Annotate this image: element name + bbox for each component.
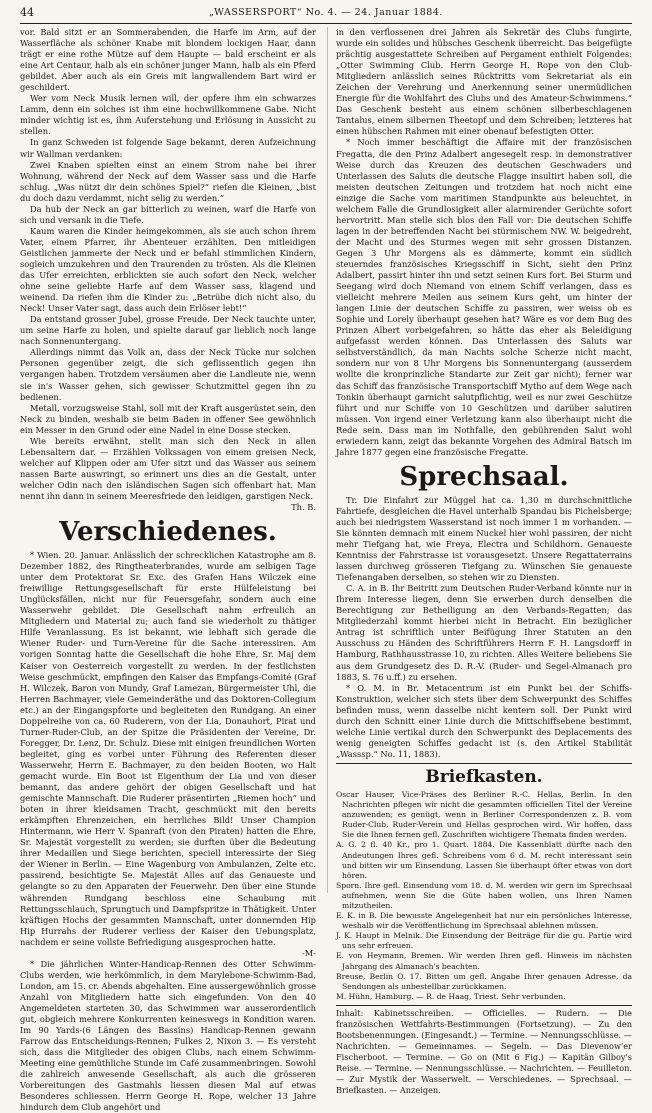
news-item: * Noch immer beschäftigt die Affaire mit der französischen Fregatta, die den Prinz Adalbert angesegelt resp. in demonstrativer Weise durch das Kreuzen des deutschen Geschwaders und Unterlassen des Saluts die deutsche Flagge insultirt haben soll, die meisten deutschen Zeitungen und trotzdem hat noch nicht eine einzige die Sache vom maritimen Standpunkte aus beleuchtet, in welchem Falle die Grundlosigkeit aller alarmirender Gerüchte sofort hervortritt. Man stelle sich blos den Fall vor: Die deutschen Schiffe lagen in der betreffenden Nacht bei stürmischem NW. W. beigedreht, der Macht und des Sturmes wegen mit sehr grossen Distanzen. Gegen 3 Uhr Morgens als es dämmerte, kommt ein südlich steuerndes französisches Kriegsschiff in Sicht, sieht den Prinz Adalbert, passirt hinter ihn und setzt seinen Kurs fort. Bei Sturm und Seegang wird doch Niemand von einem Schiff verlangen, dass es vielleicht mehrere Meilen aus seinem Kurs geht, um hinter der langen Linie der deutschen Schiffe zu passiren, wer weiss ob es Sophie und Lorely überhaupt gesehen hat? Wäre es vor dem Bug des Prinzen Albert vorbeigefahren, so hätte das eher als Beleidigung aufgefasst werden können. Das Unterlassen des Saluts war selbstverständlich, da man Nachts solche Scherze nicht macht, sondern nur von 8 Uhr Morgens bis Sonnenuntergang (ausserdem wollte die kronprinzliche Standarte zur Zeit gar nicht); ferner war das Schiff das französische Transportschiff Mytho auf dem Wege nach Tonkin überhaupt garnicht salutpflichtig, weil es nur zwei Geschütze führt und nur Schiffe von 10 Geschützen und darüber salutiren müssen. Von irgend einer Verletzung kann also überhaupt nicht die Rede sein. Dass man im Nothfalle, den gebührenden Salut wohl erwiedern kann, zeigt das bekannte Vorgehen des Admiral Batsch im Jahre 1877 gegen eine französische Fregatte.: [336, 137, 632, 457]
article-paragraph: vor. Bald sitzt er an Sommerabenden, die Harfe im Arm, auf der Wasserfläche als schöner Knabe mit blondem lockigen Haar, dann trägt er eine rothe Mütze auf dem Haupte — bald erscheint er als eine Art Centaur, halb als ein schöner junger Mann, halb als ein Pferd gebildet. Aber auch als ein Greis mit langwallendem Bart wird er geschildert.: [20, 27, 316, 93]
article-paragraph: Metall, vorzugsweise Stahl, soll mit der Kraft ausgerüstet sein, den Neck zu binden, weshalb sie beim Baden in offener See gewöhnlich ein Messer in den Grund oder eine Nadel in eine Dosse stecken.: [20, 402, 316, 435]
article-paragraph: Da hub der Neck an gar bitterlich zu weinen, warf die Harfe von sich und versank in die Tiefe.: [20, 203, 316, 225]
briefkasten-list: [336, 790, 632, 1002]
news-item: * Wien. 20. Januar. Anlässlich der schrecklichen Katastrophe am 8. Dezember 1882, des Ringtheaterbrandes, wurde am selbigen Tage unter dem Protektorat Sr. Exc. des Grafen Hans Wilczek eine freiwillige Rettungsgesellschaft für erste Hülfeleistung bei Unglücksfällen, nicht nur für Feuersgefahr, sondern auch eine Wasserwehr gebildet. Die Gesellschaft nahm erfreulich an Mitgliedern und Material zu; auch fand sie wiederholt zu thätiger Hilfe Veranlassung. Es ist bekannt, wie lebhaft sich gerade die Wiener Ruder- und Turn-Vereine für die Sache interessiren. Am vorigen Sonntag hatte die Gesellschaft die hohe Ehre, Sr. Maj dem Kaiser von Oesterreich vorgestellt zu werden. In der festlichsten Weise geschmückt, empfingen den Kaiser das Empfangs-Comité (Graf H. Wilczek, Baron von Mundy, Graf Lamezan, Bürgermeister Uhl, die Herren Bachmayer, viele Gemeinderäthe und das Doktoren-Collegium etc.) an der Eingangspforte und begleiteten den Rundgang. An einer Doppelreihe von ca. 60 Ruderern, von der Lia, Donauhort, Pirat und Turner-Ruder-Club, an der Spitze die Präsidenten der Vereine, Dr. Foregger, Dr. Lenz, Dr. Schulz. Diese mit einigen freundlichen Worten begleitet, ging es vorbei unter Führung des Referenten dieser Wasserwehr, Herrn E. Bachmayer, zu den beiden Booten, wo Halt gemacht wurde. Ein Boot ist Eigenthum der Lia und von dieser bemannt, das andere gehört der obigen Gesellschaft und hat gemischte Mannschaft. Die Ruderer präsentirten „Riemen hoch“ und boten in ihrer kleidsamen Tracht, geschmückt mit den bereits erkämpften Ehrenzeichen, ein herrliches Bild! Unser Champion Hintermann, wie Herr V. Spanraft (von den Piraten) hatten die Ehre, Sr. Majestät vorgestellt zu werden; sie durften über die Bedeutung ihrer Medaillen und Siege berichten, speciell interessirte der Sieg der Wiener in Berlin. — Eine Wagenburg von Ambulanzen, Zelte etc. passirend, besichtigte Se. Majestät Alles auf das Genaueste und gelangte so zu den Apparaten der Feuerwehr. Den über eine Stunde währenden Rundgang beschloss eine Schaubung mit Rettungsschlauch, Sprungtuch und Dampfspritze in Thätigkeit. Unter kräftigen Hochs der gesammten Mannschaft, unter donnernden Hip Hip Hurrahs der Ruderer verliess der Kaiser den Uebungsplatz, nachdem er seine vollste Befriedigung ausgesprochen hatte.: [20, 550, 316, 947]
page-header: [20, 5, 632, 21]
briefkasten-entry: Sporn. Ihre gefl. Einsendung vom 18. d. M. werden wir gern im Sprechsaal aufnehmen, wenn Sie die Güte haben wollen, uns Ihren Namen mitzutheilen.: [336, 880, 632, 910]
table-of-contents: [336, 1008, 632, 1096]
contents-text: Inhalt: Kabinetsschreiben. — Officielles. — Rudern. — Die französischen Wettfahrts-Bestimmungen (Fortsetzung). — Zu den Bootsbenennungen. (Eingesandt.) — Termine. — Nennungsschlüsse. — Nachrichten. — Gemeinnames. — Segeln. — Das Dievenow'er Fischerboot. — Termine. — Go on (Mit 6 Fig.) — Kapitän Gilboy's Reise. — Termine. — Nennungsschlüsse. — Nachrichten. — Feuilleton. — Zur Mystik der Wasserwelt. — Verschiedenes. — Sprechsaal. — Briefkasten. — Anzeigen.: [336, 1007, 632, 1095]
header-rule: [20, 23, 632, 24]
section-rule: [336, 763, 632, 764]
article-paragraph: Zwei Knaben spielten einst an einem Strom nahe bei ihrer Wohnung, während der Neck auf dem Wasser sass und die Harfe schlug. „Was nützt dir dein schönes Spiel?“ riefen die Kleinen, „bist du doch dazu verdammt, nicht selig zu werden.“: [20, 159, 316, 203]
left-column: [20, 27, 316, 1113]
briefkasten-entry: E. K. in B. Die bewusste Angelegenheit hat nur ein persönliches Interesse, weshalb wir die Veröffentlichung im Sprechsaal ablehnen müssen.: [336, 911, 632, 931]
article-paragraph: In ganz Schweden ist folgende Sage bekannt, deren Aufzeichnung wir Wallman verdanken:: [20, 137, 316, 159]
briefkasten-entry: M. Hühn, Hamburg. — R. de Haag, Triest. Sehr verbunden.: [336, 991, 566, 1001]
section-title-sprechsaal: Sprechsaal.: [399, 461, 569, 492]
briefkasten-entry: J. K. Haupt in Melnik. Die Einsendung der Beiträge für die gu. Partie wird uns sehr erfreuen.: [336, 931, 632, 951]
news-signature: -M-: [301, 947, 316, 958]
article-signature: Th. B.: [291, 502, 316, 513]
article-paragraph: Kaum waren die Kinder heimgekommen, als sie auch schon ihrem Vater, einem Pfarrer, ihr Abenteuer erzählten. Den mitleidigen Geistlichen jammerte der Neck und er befahl stimmlichen Kindern, sogleich umzukehren und den Traurenden zu trösten. Als die Kleinen das Ufer erreichten, erblickten sie auch sofort den Neck, welcher ohne seine geliebte Harfe auf dem Wasser sass, klagend und weinend. Da riefen ihm die Kinder zu: „Betrübe dich nicht also, du Neck! Unser Vater sagt, dass auch dein Erlöser lebt!“: [20, 225, 316, 314]
column-divider: [327, 27, 328, 893]
page-number: 44: [20, 6, 34, 19]
section-rule: [336, 1005, 632, 1006]
briefkasten-entry: E. von Heymann, Bremen. Wir werden Ihren gefl. Hinweis im nächsten Jahrgang des Almanach's beachten.: [336, 951, 632, 971]
article-paragraph: in den verflossenen drei Jahren als Sekretär des Clubs fungirte, wurde ein solides und hübsches Geschenk überreicht. Das beigefügte prächtig ausgestattete Schreiben auf Pergament enthielt Folgendes: „Otter Swimming Club. Herrn George H. Rope von den Club-Mitgliedern anlässlich seines Rücktritts vom Sekretariat als ein Zeichen der Verehrung und Anerkennung seiner unermüdlichen Energie für die Wohlfahrt des Clubs und des Amateur-Schwimmens.“ Das Geschenk besteht aus einem schönen silberbeschlagenen Tantalus, einem silbernen Theetopf und dem Schreiben; letzteres hat einen hübschen Rahmen mit einer obenauf befestigten Otter.: [336, 27, 632, 137]
right-column: [336, 27, 632, 1095]
sprechsaal-entry: Tr. Die Einfahrt zur Müggel hat ca. 1,30 m durchschnittliche Fahrtiefe, desgleichen die Havel unterhalb Spandau bis Pichelsberge; auch bei niedrigstem Wasserstand ist noch immer 1 m vorhanden. — Sie könnten demnach mit einem Nuckel hier wohl passiren, der nicht mehr Tiefgang hat, wie Freya, Electra und Schildhorn. Genaueste Kenntniss der Fahrstrasse ist vorausgesetzt. Unsere Regattaterrains lassen durchweg grösseren Tiefgang zu. Wünschen Sie genaueste Tiefenangaben derselben, so stehen wir zu Diensten.: [336, 494, 632, 583]
briefkasten-entry: Oscar Hauser, Vice-Präses des Berliner R.-C. Hellas, Berlin. In den Nachrichten pflegen wir nicht die gesammten officiellen Titel der Vereine anzuwenden; es genügt, wenn in Berliner Correspondenzen z. B. vom Ruder-Club, Ruder-Verein und Hellas gesprochen wird. Wir hoffen, dass Sie die Ihnen fernen gefl. Zuschriften wichtigere Themata finden werden.: [336, 789, 632, 840]
section-title-verschiedenes: Verschiedenes.: [59, 517, 277, 548]
article-paragraph: Wie bereits erwähnt, stellt man sich den Neck in allen Lebensaltern dar. — Erzählen Volkssagen von einem greisen Neck, welcher auf Klippen oder am Ufer sitzt und das Wasser aus seinem nassen Barte auswringt, so erinnert uns dies an die Gestalt, unter welcher Odin nach den isländischen Sagen sich offenbart hat. Man nennt ihn dann in seinem Meeresfriede den leidigen, garstigen Neck.: [20, 435, 316, 501]
briefkasten-entry: A. G. 2 fl. 40 Kr., pro 1. Quart. 1884. Die Kassenblatt dürfte nach den Andeutungen Ihres gefl. Schreibens vom 6 d. M. recht interessant sein und bitten wir um Einsendung. Lassen Sie überhaupt öfter etwas von dort hören.: [336, 840, 632, 880]
sprechsaal-entry: * O. M. in Br. Metacentrum ist ein Punkt bei der Schiffs-Konstruktion, welcher sich stets über dem Schwerpunkt des Schiffes befinden muss, wenn dasselbe nicht kentern soll. Der Punkt wird durch den Schnitt einer Linie durch die Mittschiffsebene bestimmt, welche Linie vertikal durch den Schwerpunkt des Deplacements des wenig geneigten Schiffes gedacht ist (s. den Artikel Stabilität „Wasssp.“ No. 11, 1883).: [336, 682, 632, 759]
masthead: „WASSERSPORT“ No. 4. — 24. Januar 1884.: [209, 7, 443, 18]
briefkasten-entry: Breuse, Berlin O. 17. Bitten um gefl. Angabe Ihrer genauen Adresse, da Sendungen als unbestellbar zurückkamen.: [336, 971, 632, 991]
news-item: * Die jährlichen Winter-Handicap-Rennen des Otter Schwimm-Clubs werden, wie herkömmlich, in dem Marylebone-Schwimm-Bad, London, am 15. cr. Abends abgehalten. Eine aussergewöhnlich grosse Anzahl von Mitgliedern hatte sich eingefunden. Von den 40 Angemeldeten starteten 30, das Schwimmen war ausserordentlich gut, obgleich mehrere Konkurrenten keineswegs in Kondition waren. Im 90 Yards-(6 Längen des Bassins) Handicap-Rennen gewann Farrow das Entscheidungs-Rennen; Fulkes 2, Nixon 3. — Es versteht sich, dass die Mitglieder des obigen Clubs, nach einem Schwimm-Meeting eine gemüthliche Stunde im Café zusammenbringen. Sowohl die zahlreich anwesende Gesellschaft, als auch die grösseren Vorbereitungen des Gastmahls liessen diesen Mal auf etwas Besonderes schliessen. Herrn George H. Rope, welcher 13 Jahre hindurch dem Club angehört und: [20, 958, 316, 1113]
article-paragraph: Allerdings nimmt das Volk an, dass der Neck Tücke nur solchen Personen gegenüber zeigt, die sich geflissentlich gegen ihn vergangen haben. Trotzdem versäumen aber die Landleute nie, wenn sie in's Wasser gehen, sich gewisser Schutzmittel gegen ihn zu bedienen.: [20, 347, 316, 402]
article-paragraph: Da entstand grosser Jubel, grosse Freude. Der Neck tauchte unter, um seine Harfe zu holen, und spielte darauf gar lieblich noch lange nach Sonnenuntergang.: [20, 314, 316, 347]
sprechsaal-entry: C. A. in B. Ihr Beitritt zum Deutschen Ruder-Verband könnte nur in Ihrem Interesse liegen, denn Sie erwerben durch denselben die Berechtigung zur Betheiligung an den Verbands-Regatten; das Mitgliederzahl kommt hierbei nicht in Betracht. Ein bezüglicher Antrag ist schriftlich unter Beifügung Ihrer Statuten an den Ausschuss zu Händen des Schriftführers Herrn F. H. Langsdorff in Hamburg, Rathhausstrasse 10, zu richten. Alles Weitere beliebens Sie aus dem Grundgesetz des D. R.-V. (Ruder- und Segel-Almanach pro 1883, S. 76 u.ff.) zu ersehen.: [336, 583, 632, 682]
article-paragraph: Wer vom Neck Musik lernen will, der opfere ihm ein schwarzes Lamm, denn ein solches ist ihm eine hochwillkommene Gabe. Nicht minder wichtig ist es, ihm Auferstehung und Erlösung in Aussicht zu stellen.: [20, 93, 316, 137]
section-title-briefkasten: Briefkasten.: [425, 766, 543, 787]
